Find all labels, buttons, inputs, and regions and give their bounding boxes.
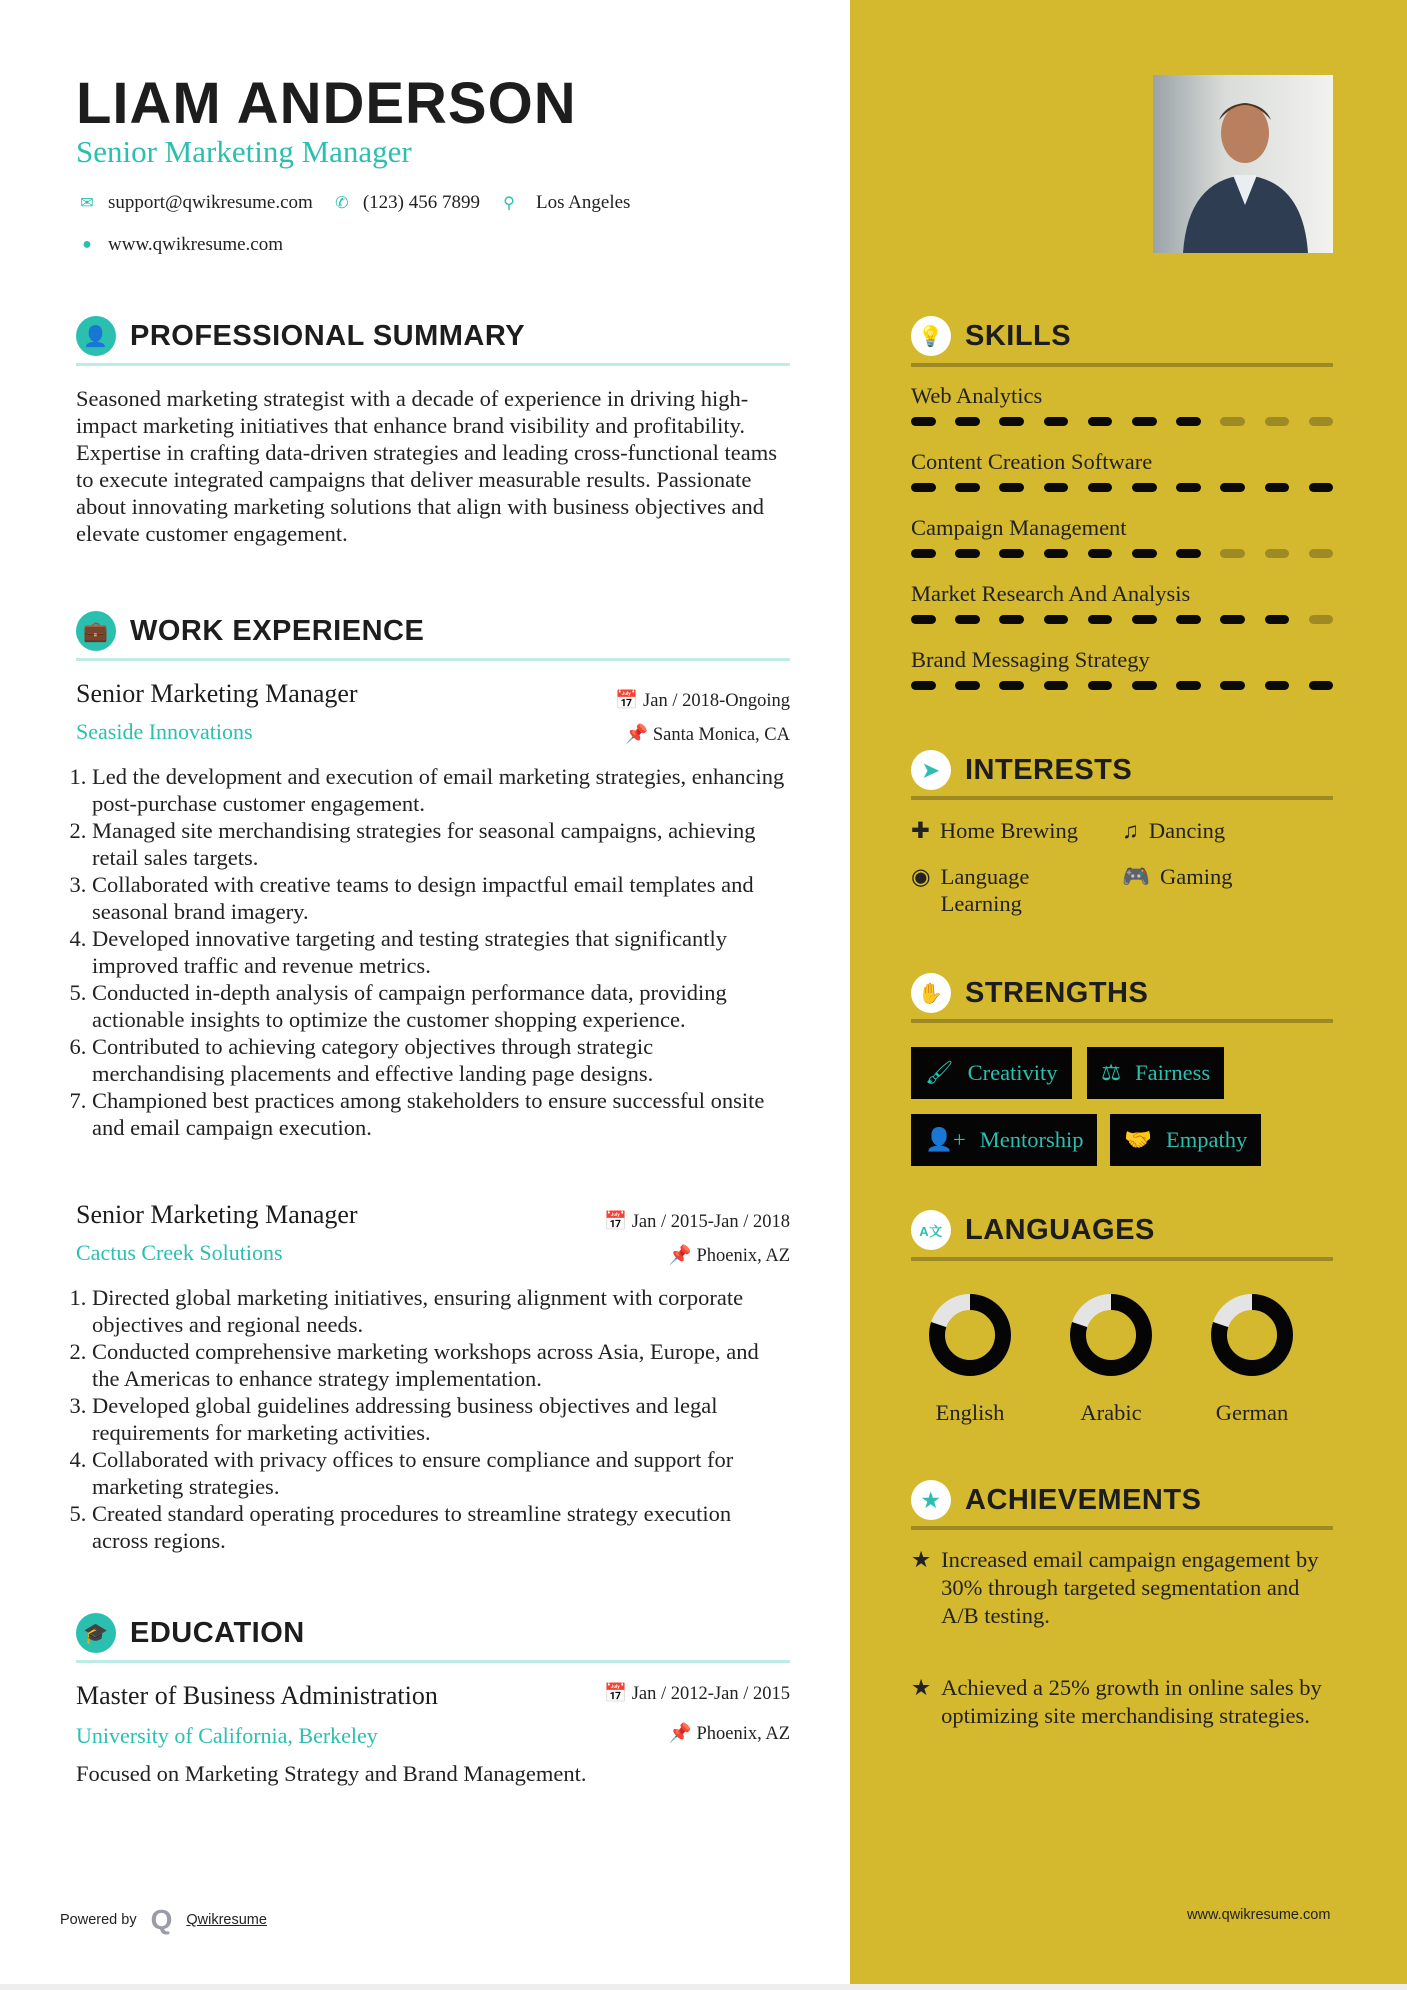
- skill-dash: [1132, 549, 1157, 558]
- divider: [76, 363, 790, 366]
- school: University of California, Berkeley: [76, 1723, 378, 1748]
- skill-item: [911, 515, 1333, 581]
- globe-icon: ●: [82, 236, 92, 253]
- paintbrush-icon: 🖌: [925, 1060, 954, 1085]
- skill-dash: [1265, 417, 1290, 426]
- achievement-item: [911, 1546, 1331, 1630]
- skill-level-bar: [911, 549, 1333, 558]
- job-location: 📌 Santa Monica, CA: [625, 725, 790, 745]
- divider: [911, 363, 1333, 367]
- skill-dash: [999, 549, 1024, 558]
- language-name: Arabic: [1080, 1400, 1142, 1425]
- skill-dash: [1044, 615, 1069, 624]
- skill-item: [911, 383, 1333, 449]
- job-location-text: Santa Monica, CA: [652, 725, 790, 745]
- degree: Master of Business Administration: [76, 1681, 438, 1710]
- skill-dash: [1132, 483, 1157, 492]
- achievement-text: Increased email campaign engagement by 30% through targeted segmentation and A/B testing.: [941, 1547, 1319, 1628]
- skill-dash: [999, 615, 1024, 624]
- skill-dash: [911, 417, 936, 426]
- job-point: 3. Collaborated with creative teams to design impactful email templates and seasonal brand imagery.: [92, 871, 790, 925]
- language-name: German: [1215, 1400, 1289, 1425]
- lightbulb-icon: 💡: [911, 316, 951, 356]
- strength-label: Fairness: [1135, 1060, 1211, 1085]
- star-icon: ★: [911, 1675, 932, 1700]
- skill-dash: [911, 681, 936, 690]
- skill-name: Market Research And Analysis: [911, 581, 1191, 606]
- job-points: [70, 763, 790, 1141]
- interest-item: [1122, 817, 1225, 844]
- page-bottom-edge: [0, 1984, 1407, 1990]
- location: Los Angeles: [535, 192, 631, 213]
- job-point: 1. Led the development and execution of email marketing strategies, enhancing post-purchase customer engagement.: [92, 763, 790, 817]
- skill-dash: [1176, 549, 1201, 558]
- job-date: 📅 Jan / 2015-Jan / 2018: [604, 1212, 790, 1232]
- interest-item: [1122, 863, 1233, 890]
- job-date-text: Jan / 2018-Ongoing: [643, 691, 790, 711]
- skill-dash: [1309, 681, 1334, 690]
- strength-label: Empathy: [1166, 1127, 1248, 1152]
- skill-dash: [1132, 681, 1157, 690]
- job-points: [70, 1284, 790, 1554]
- skill-level-bar: [911, 483, 1333, 492]
- skill-name: Content Creation Software: [911, 449, 1153, 474]
- interest-label: Language Learning: [940, 864, 1030, 916]
- candidate-name: LIAM ANDERSON: [76, 71, 577, 136]
- skill-name: Web Analytics: [911, 383, 1043, 408]
- skill-dash: [1309, 615, 1334, 624]
- interest-item: [911, 817, 1078, 844]
- skill-name: Brand Messaging Strategy: [911, 647, 1150, 672]
- skill-dash: [1220, 615, 1245, 624]
- website-row: [76, 234, 283, 256]
- briefcase-icon: 💼: [76, 611, 116, 651]
- skill-dash: [999, 483, 1024, 492]
- brand-link[interactable]: Qwikresume: [186, 1912, 267, 1928]
- skill-dash: [1088, 681, 1113, 690]
- skill-name: Campaign Management: [911, 515, 1127, 540]
- interest-label: Home Brewing: [939, 818, 1078, 843]
- email[interactable]: support@qwikresume.com: [108, 192, 313, 213]
- job-point: 7. Championed best practices among stakeholders to ensure successful onsite and email campaign execution.: [92, 1087, 790, 1141]
- user-plus-icon: 👤+: [925, 1127, 966, 1152]
- globe-icon: ◉: [911, 864, 931, 889]
- skill-level-bar: [911, 615, 1333, 624]
- scale-icon: ⚖: [1101, 1060, 1122, 1085]
- language-name: English: [935, 1400, 1005, 1425]
- skill-dash: [1309, 483, 1334, 492]
- skill-dash: [911, 483, 936, 492]
- skill-dash: [1220, 681, 1245, 690]
- user-icon: 👤: [76, 316, 116, 356]
- divider: [76, 1660, 790, 1663]
- skill-dash: [1132, 417, 1157, 426]
- skill-dash: [999, 417, 1024, 426]
- achievement-text: Achieved a 25% growth in online sales by optimizing site merchandising strategies.: [941, 1675, 1322, 1728]
- skill-dash: [1309, 417, 1334, 426]
- skill-dash: [1220, 549, 1245, 558]
- language-donut: [1061, 1290, 1161, 1380]
- work-heading: [76, 611, 424, 651]
- achievement-item: [911, 1674, 1331, 1730]
- skills-heading-text: SKILLS: [965, 319, 1072, 352]
- skill-dash: [1132, 615, 1157, 624]
- star-icon: ★: [911, 1480, 951, 1520]
- strength-label: Creativity: [967, 1060, 1058, 1085]
- strength-tag: [1110, 1114, 1261, 1166]
- job-point: 5. Conducted in-depth analysis of campaign performance data, providing actionable insights to optimize the customer shopping experience.: [92, 979, 790, 1033]
- qwikresume-logo-icon: Q: [150, 1904, 173, 1935]
- job-point: 2. Conducted comprehensive marketing workshops across Asia, Europe, and the Americas to enhance strategy implementation.: [92, 1338, 790, 1392]
- phone-icon: ✆: [335, 195, 349, 212]
- graduation-cap-icon: 🎓: [76, 1613, 116, 1653]
- skill-dash: [1176, 615, 1201, 624]
- skill-level-bar: [911, 417, 1333, 426]
- language-item: [920, 1290, 1020, 1426]
- job-point: 4. Collaborated with privacy offices to ensure compliance and support for marketing strategies.: [92, 1446, 790, 1500]
- skill-dash: [955, 681, 980, 690]
- edu-date-text: Jan / 2012-Jan / 2015: [631, 1684, 790, 1704]
- interest-label: Gaming: [1160, 864, 1233, 889]
- strength-label: Mentorship: [979, 1127, 1084, 1152]
- skill-level-bar: [911, 681, 1333, 690]
- skill-dash: [1265, 681, 1290, 690]
- achievements-heading-text: ACHIEVEMENTS: [965, 1483, 1202, 1516]
- interests-heading: [911, 750, 1132, 790]
- profile-photo: [1153, 75, 1333, 253]
- skill-dash: [1176, 681, 1201, 690]
- edu-location: 📌 Phoenix, AZ: [668, 1724, 790, 1744]
- skills-heading: [911, 316, 1071, 356]
- candidate-title: Senior Marketing Manager: [76, 134, 412, 169]
- skill-dash: [955, 549, 980, 558]
- job-title: Senior Marketing Manager: [76, 1200, 358, 1229]
- divider: [911, 1526, 1333, 1530]
- edu-date: 📅 Jan / 2012-Jan / 2015: [604, 1684, 790, 1704]
- contact-row: [76, 192, 630, 214]
- skill-dash: [1176, 417, 1201, 426]
- website[interactable]: www.qwikresume.com: [108, 234, 284, 255]
- interest-label: Dancing: [1148, 818, 1226, 843]
- job-location-text: Phoenix, AZ: [696, 1246, 790, 1266]
- hand-icon: ✋: [911, 973, 951, 1013]
- education-heading: [76, 1613, 305, 1653]
- languages-list: [920, 1290, 1302, 1426]
- skill-dash: [955, 615, 980, 624]
- education-heading-text: EDUCATION: [130, 1616, 305, 1649]
- job-location: 📌 Phoenix, AZ: [668, 1246, 790, 1266]
- skill-item: [911, 581, 1333, 647]
- job-point: 3. Developed global guidelines addressing business objectives and legal requirements for marketing activities.: [92, 1392, 790, 1446]
- work-heading-text: WORK EXPERIENCE: [130, 614, 425, 647]
- skill-item: [911, 449, 1333, 515]
- skill-dash: [1309, 549, 1334, 558]
- language-item: [1061, 1290, 1161, 1426]
- star-icon: ★: [911, 1547, 932, 1572]
- edu-note: Focused on Marketing Strategy and Brand Management.: [76, 1761, 587, 1786]
- paper-plane-icon: ➤: [911, 750, 951, 790]
- interest-item: [911, 863, 1081, 917]
- skill-dash: [1265, 615, 1290, 624]
- envelope-icon: ✉: [80, 195, 94, 212]
- divider: [911, 1257, 1333, 1261]
- languages-heading: [911, 1210, 1155, 1250]
- achievements-heading: [911, 1480, 1201, 1520]
- edu-location-text: Phoenix, AZ: [696, 1724, 790, 1744]
- skill-dash: [955, 483, 980, 492]
- divider: [76, 658, 790, 661]
- powered-by-label: Powered by: [60, 1912, 137, 1928]
- job-title: Senior Marketing Manager: [76, 679, 358, 708]
- handshake-icon: 🤝: [1124, 1127, 1153, 1152]
- skill-dash: [955, 417, 980, 426]
- skills-list: [911, 383, 1333, 713]
- skill-dash: [1176, 483, 1201, 492]
- skill-dash: [1220, 417, 1245, 426]
- skill-dash: [1265, 483, 1290, 492]
- job-point: 5. Created standard operating procedures to streamline strategy execution across regions.: [92, 1500, 790, 1554]
- interests-heading-text: INTERESTS: [965, 753, 1133, 786]
- skill-dash: [1044, 681, 1069, 690]
- skill-dash: [911, 615, 936, 624]
- strengths-heading-text: STRENGTHS: [965, 976, 1149, 1009]
- strength-tag: [911, 1047, 1072, 1099]
- music-icon: ♫: [1122, 818, 1139, 843]
- job-company: Cactus Creek Solutions: [76, 1240, 283, 1265]
- puzzle-icon: ✚: [911, 818, 930, 843]
- job-point: 6. Contributed to achieving category objectives through strategic merchandising placements and effective landing page designs.: [92, 1033, 790, 1087]
- skill-dash: [1220, 483, 1245, 492]
- job-point: 1. Directed global marketing initiatives, ensuring alignment with corporate objectives and regional needs.: [92, 1284, 790, 1338]
- skill-dash: [1044, 483, 1069, 492]
- skill-dash: [1265, 549, 1290, 558]
- skill-item: [911, 647, 1333, 713]
- translate-icon: A文: [911, 1210, 951, 1250]
- skill-dash: [1088, 549, 1113, 558]
- skill-dash: [999, 681, 1024, 690]
- language-donut: [920, 1290, 1020, 1380]
- divider: [911, 1019, 1333, 1023]
- phone: (123) 456 7899: [362, 192, 480, 213]
- summary-text: Seasoned marketing strategist with a decade of experience in driving high-impact marketing initiatives that enhance brand visibility and profitability. Expertise in crafting data-driven strategies and leading cross-functional teams to execute integrated campaigns that deliver measurable results. Passionate about innovating marketing solutions that align with business objectives and elevate customer engagement.: [76, 386, 777, 546]
- skill-dash: [1088, 615, 1113, 624]
- languages-heading-text: LANGUAGES: [965, 1213, 1155, 1246]
- divider: [911, 796, 1333, 800]
- footer-website[interactable]: www.qwikresume.com: [1187, 1907, 1331, 1923]
- gamepad-icon: 🎮: [1122, 864, 1151, 889]
- job-date: 📅 Jan / 2018-Ongoing: [615, 691, 790, 711]
- skill-dash: [1088, 417, 1113, 426]
- job-point: 2. Managed site merchandising strategies for seasonal campaigns, achieving retail sales targets.: [92, 817, 790, 871]
- map-marker-icon: ⚲: [503, 195, 515, 212]
- language-donut: [1202, 1290, 1302, 1380]
- strength-tag: [1087, 1047, 1224, 1099]
- skill-dash: [1088, 483, 1113, 492]
- job-point: 4. Developed innovative targeting and testing strategies that significantly improved traffic and revenue metrics.: [92, 925, 790, 979]
- skill-dash: [911, 549, 936, 558]
- job-company: Seaside Innovations: [76, 719, 253, 744]
- skill-dash: [1044, 417, 1069, 426]
- strengths-heading: [911, 973, 1148, 1013]
- skill-dash: [1044, 549, 1069, 558]
- summary-heading-text: PROFESSIONAL SUMMARY: [130, 319, 526, 352]
- strength-tag: [911, 1114, 1097, 1166]
- language-item: [1202, 1290, 1302, 1426]
- footer-powered: [60, 1904, 267, 1936]
- job-date-text: Jan / 2015-Jan / 2018: [631, 1212, 790, 1232]
- summary-heading: [76, 316, 525, 356]
